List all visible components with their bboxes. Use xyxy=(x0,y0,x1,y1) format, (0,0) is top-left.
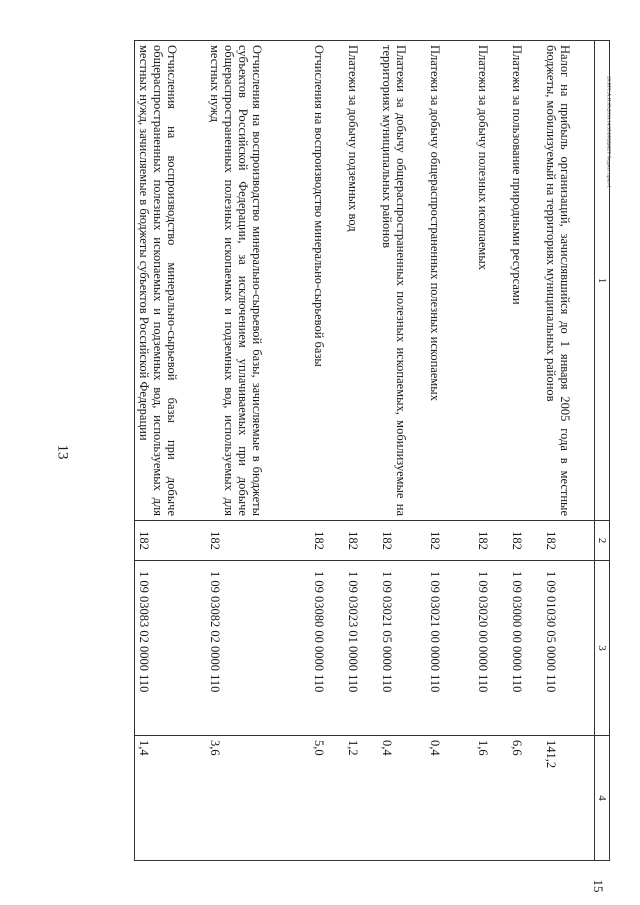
table-row xyxy=(207,41,311,861)
row-value: 1,6 xyxy=(475,736,509,861)
rotated-table-container xyxy=(90,40,610,860)
table-row xyxy=(345,41,379,861)
row-admin-code: 182 xyxy=(311,521,345,561)
row-admin-code: 182 xyxy=(427,521,475,561)
row-name: Отчисления на воспроизводство минерально-сырьевой базы xyxy=(311,41,345,521)
row-name: Платежи за добычу общераспространенных полезных ископаемых xyxy=(427,41,475,521)
row-value: 0,4 xyxy=(379,736,427,861)
header-col-3: 3 xyxy=(595,561,610,736)
row-admin-code: 182 xyxy=(345,521,379,561)
row-value: 141,2 xyxy=(543,736,595,861)
revenue-table xyxy=(134,40,610,861)
row-budget-code: 1 09 03021 05 0000 110 xyxy=(379,561,427,736)
row-budget-code: 1 09 03083 02 0000 110 xyxy=(135,561,207,736)
row-admin-code: 182 xyxy=(135,521,207,561)
row-admin-code: 182 xyxy=(379,521,427,561)
table-row xyxy=(475,41,509,861)
file-path: 20.БТС.А.И.05.2016.14.55\БЮДЖЕТ бюджет прил-1 xyxy=(605,76,611,188)
row-admin-code: 182 xyxy=(543,521,595,561)
header-col-2: 2 xyxy=(595,521,610,561)
row-admin-code: 182 xyxy=(509,521,543,561)
table-row xyxy=(135,41,207,861)
table-body xyxy=(135,41,595,861)
row-budget-code: 1 09 03023 01 0000 110 xyxy=(345,561,379,736)
row-value: 1,2 xyxy=(345,736,379,861)
row-name: Платежи за добычу подземных вод xyxy=(345,41,379,521)
table-row xyxy=(311,41,345,861)
row-name: Платежи за пользование природными ресурсами xyxy=(509,41,543,521)
table-header-row xyxy=(595,41,610,861)
table-row xyxy=(427,41,475,861)
row-value: 6,6 xyxy=(509,736,543,861)
row-budget-code: 1 09 01030 05 0000 110 xyxy=(543,561,595,736)
row-budget-code: 1 09 03082 02 0000 110 xyxy=(207,561,311,736)
header-col-1: 1 xyxy=(595,41,610,521)
row-name: Налог на прибыль организаций, зачислявшийся до 1 января 2005 года в местные бюджеты, мобилизуемый на территориях муниципальных районов xyxy=(543,41,595,521)
row-value: 1,4 xyxy=(135,736,207,861)
row-budget-code: 1 09 03000 00 0000 110 xyxy=(509,561,543,736)
row-value: 0,4 xyxy=(427,736,475,861)
row-name: Отчисления на воспроизводство минерально-сырьевой базы, зачисляемые в бюджеты субъектов Российской Федерации, за исключением уплачиваемых при добыче общераспространенных полезных ископаемых и подземных вод, используемых для местных нужд xyxy=(207,41,311,521)
row-admin-code: 182 xyxy=(207,521,311,561)
row-budget-code: 1 09 03020 00 0000 110 xyxy=(475,561,509,736)
row-budget-code: 1 09 03021 00 0000 110 xyxy=(427,561,475,736)
row-name: Платежи за добычу полезных ископаемых xyxy=(475,41,509,521)
row-budget-code: 1 09 03080 00 0000 110 xyxy=(311,561,345,736)
row-value: 3,6 xyxy=(207,736,311,861)
table-row xyxy=(543,41,595,861)
footer-number: 15 xyxy=(591,879,606,893)
row-admin-code: 182 xyxy=(475,521,509,561)
header-col-4: 4 xyxy=(595,736,610,861)
table-row xyxy=(509,41,543,861)
page-number: 13 xyxy=(54,444,71,460)
row-name: Отчисления на воспроизводство минерально-сырьевой базы при добыче общераспространенных полезных ископаемых и подземных вод, используемых для местных нужд, зачисляемые в бюджеты субъектов Российской Федерации xyxy=(135,41,207,521)
table-row xyxy=(379,41,427,861)
row-value: 5,0 xyxy=(311,736,345,861)
row-name: Платежи за добычу общераспространенных полезных ископаемых, мобилизуемые на территориях муниципальных районов xyxy=(379,41,427,521)
